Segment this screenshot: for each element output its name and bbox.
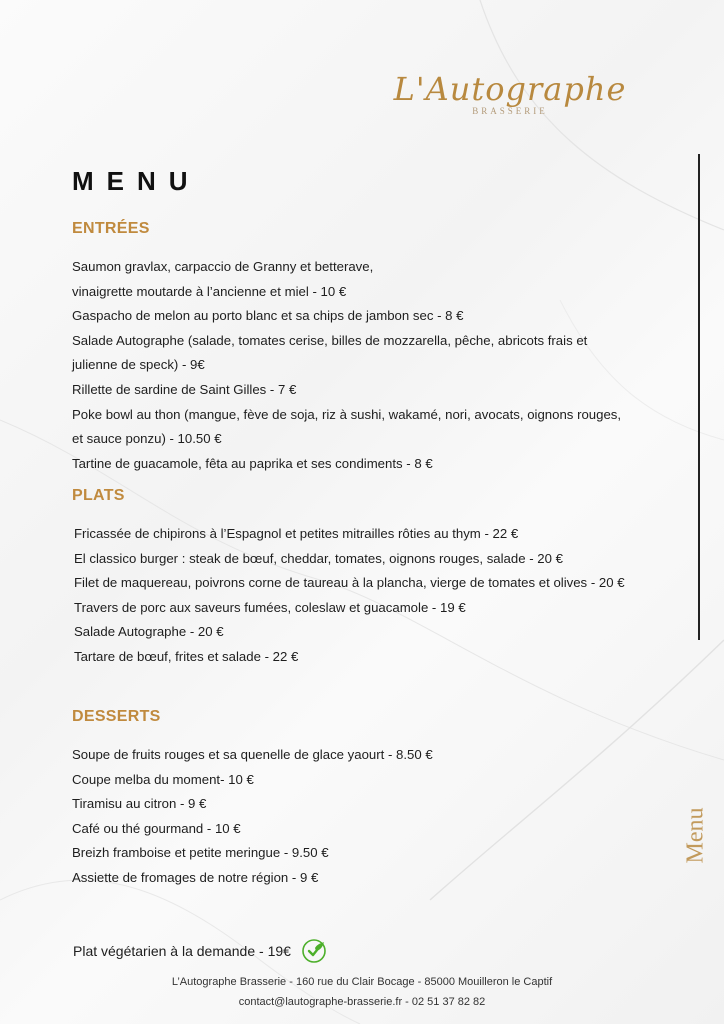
list-item: Salade Autographe (salade, tomates cerise, billes de mozzarella, pêche, abricots frais et [72, 332, 588, 348]
list-item: Gaspacho de melon au porto blanc et sa chips de jambon sec - 8 € [72, 308, 464, 324]
leaf-check-icon [301, 938, 327, 964]
list-item: et sauce ponzu) - 10.50 € [72, 431, 222, 447]
vegetarian-text: Plat végétarien à la demande - 19€ [73, 943, 291, 959]
footer-contact: contact@lautographe-brasserie.fr - 02 51 37 82 82 [238, 996, 486, 1008]
footer-address: L’Autographe Brasserie - 160 rue du Clair Bocage - 85000 Mouilleron le Captif [171, 976, 553, 988]
list-item: Fricassée de chipirons à l’Espagnol et petites mitrailles rôties au thym - 22 € [74, 526, 519, 541]
vertical-divider [698, 154, 700, 640]
list-item: Filet de maquereau, poivrons corne de taureau à la plancha, vierge de tomates et olives - 20 € [74, 575, 625, 591]
brand-subtitle: BRASSERIE [472, 106, 548, 116]
list-item: Café ou thé gourmand - 10 € [72, 820, 241, 836]
list-item: Poke bowl au thon (mangue, fève de soja, riz à sushi, wakamé, nori, avocats, oignons rouges, [72, 406, 622, 422]
list-item: El classico burger : steak de bœuf, cheddar, tomates, oignons rouges, salade - 20 € [74, 550, 563, 566]
list-item: Rillette de sardine de Saint Gilles - 7 € [72, 381, 297, 397]
entrees-list [72, 255, 621, 476]
list-item: vinaigrette moutarde à l’ancienne et miel - 10 € [72, 283, 347, 299]
list-item: Coupe melba du moment- 10 € [72, 771, 254, 787]
list-item: Salade Autographe - 20 € [74, 624, 224, 640]
list-item: Saumon gravlax, carpaccio de Granny et betterave, [72, 259, 374, 274]
page-title: MENU [72, 166, 201, 196]
brand-logo [380, 70, 640, 116]
brand-name: L'Autographe [393, 70, 627, 108]
plats-list [74, 522, 625, 670]
section-heading-entrees: ENTRÉES [72, 220, 150, 237]
side-label: Menu [682, 807, 709, 864]
list-item: Travers de porc aux saveurs fumées, coleslaw et guacamole - 19 € [74, 599, 466, 615]
list-item: julienne de speck) - 9€ [72, 357, 205, 373]
desserts-list [72, 743, 433, 891]
list-item: Assiette de fromages de notre région - 9 € [72, 869, 319, 885]
list-item: Tartare de bœuf, frites et salade - 22 € [74, 648, 299, 664]
section-heading-plats: PLATS [72, 487, 125, 504]
vegetarian-note [73, 938, 327, 964]
list-item: Tartine de guacamole, fêta au paprika et ses condiments - 8 € [72, 455, 433, 471]
section-heading-desserts: DESSERTS [72, 708, 161, 725]
list-item: Tiramisu au citron - 9 € [72, 796, 207, 812]
list-item: Soupe de fruits rouges et sa quenelle de glace yaourt - 8.50 € [72, 747, 433, 762]
list-item: Breizh framboise et petite meringue - 9.50 € [72, 845, 329, 861]
